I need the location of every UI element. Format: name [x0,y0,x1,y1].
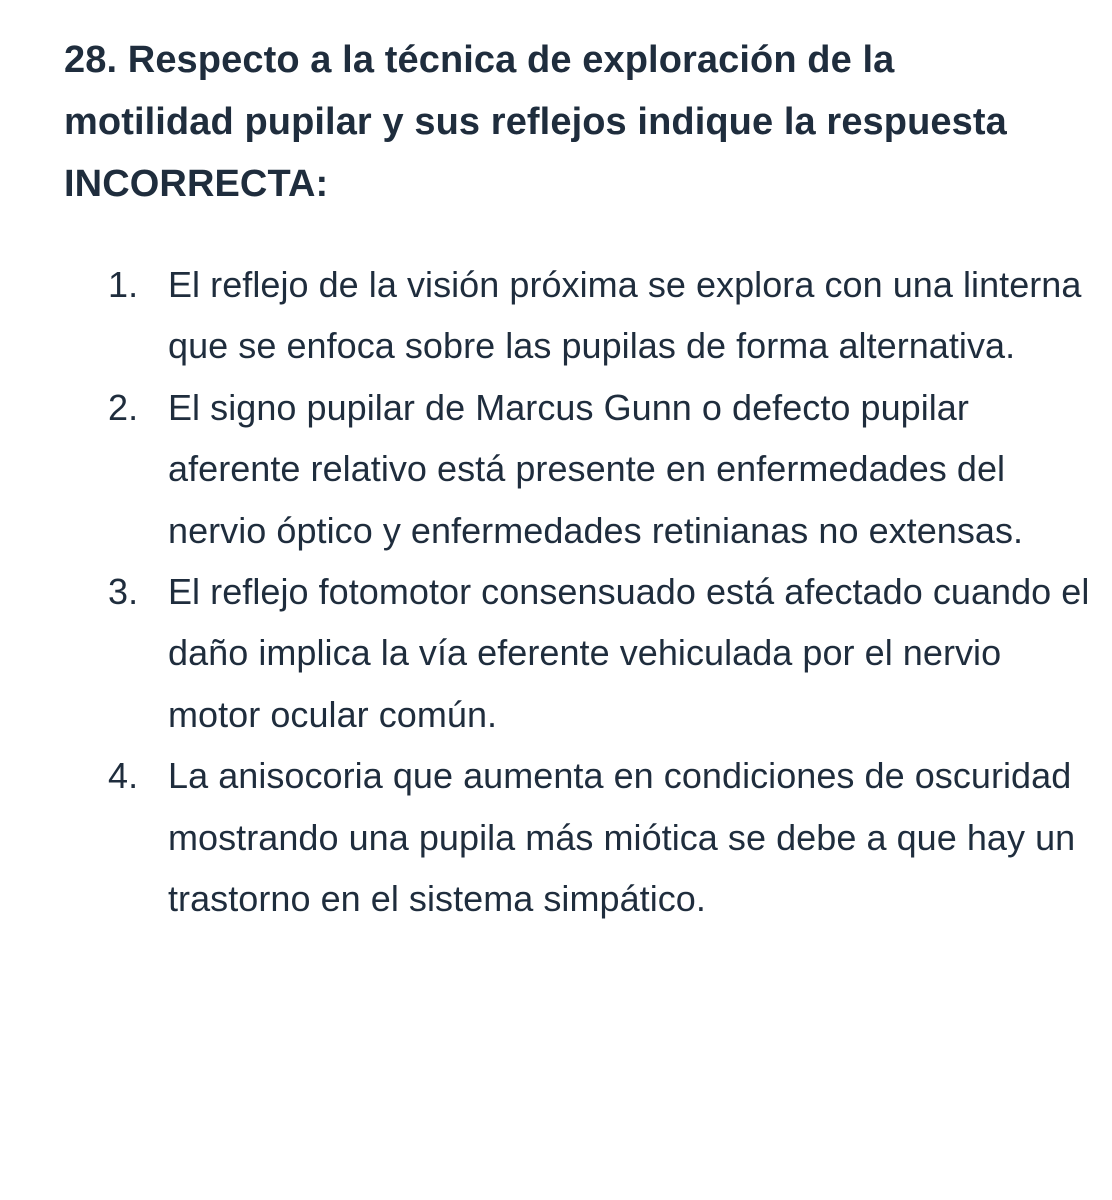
option-text: El signo pupilar de Marcus Gunn o defecto pupilar aferente relativo está presente en enfermedades del nervio óptico y enfermedades retinianas no extensas. [168,386,1024,551]
option-number: 2. [108,386,139,428]
option-text: El reflejo de la visión próxima se explora con una linterna que se enfoca sobre las pupilas de forma alternativa. [168,264,1082,367]
option-number: 1. [108,264,139,305]
option-text: El reflejo fotomotor consensuado está afectado cuando el daño implica la vía eferente vehiculada por el nervio motor ocular común. [168,571,1090,735]
option-text: La anisocoria que aumenta en condiciones de oscuridad mostrando una pupila más miótica se debe a que hay un trastorno en el sistema simpático. [168,755,1076,920]
option-number: 3. [108,571,139,613]
answer-options-list [108,254,1098,929]
answer-option-1 [108,254,1098,377]
question-title: 28. Respecto a la técnica de exploración de la motilidad pupilar y sus reflejos indique la respuesta INCORRECTA: [64,39,1007,205]
option-number: 4. [108,755,139,797]
answer-option-4 [108,745,1098,929]
answer-option-3 [108,561,1098,745]
answer-option-2 [108,377,1098,561]
